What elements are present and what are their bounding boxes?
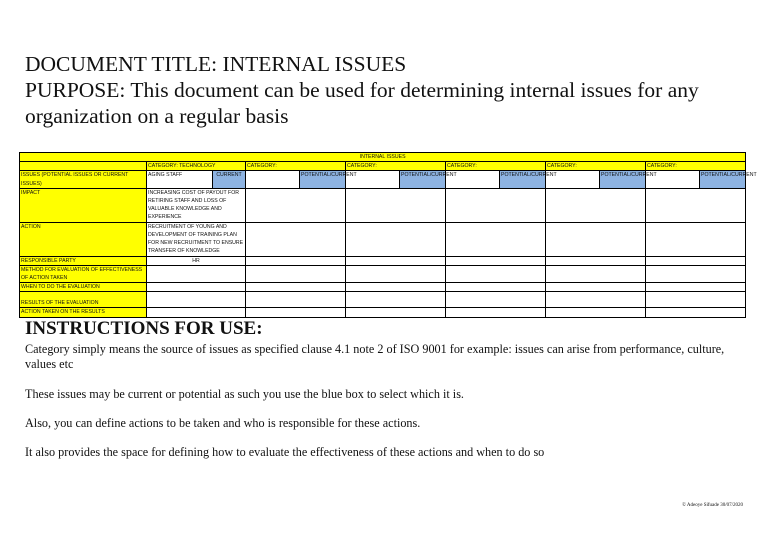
issue-type-selector[interactable]: POTENTIAL/CURRENT [500,171,546,188]
row-label-impact: IMPACT [20,188,147,222]
impact-cell[interactable] [246,188,346,222]
method-cell[interactable] [646,265,746,282]
action-cell[interactable] [246,222,346,256]
impact-cell[interactable] [546,188,646,222]
when-cell[interactable] [246,283,346,292]
copyright-footer: © Adeoye Sifuade 30/07/2020 [682,503,743,508]
corner-cell [20,162,147,171]
row-label-action: ACTION [20,222,147,256]
impact-cell[interactable] [646,188,746,222]
taken-cell[interactable] [446,308,546,317]
category-cell[interactable]: CATEGORY: [346,162,446,171]
category-cell[interactable]: CATEGORY: [246,162,346,171]
taken-cell[interactable] [646,308,746,317]
results-cell[interactable] [346,292,446,308]
impact-cell[interactable] [346,188,446,222]
method-cell[interactable] [246,265,346,282]
purpose-line-1: PURPOSE: This document can be used for determining internal issues for any [25,78,699,102]
action-cell[interactable] [346,222,446,256]
results-cell[interactable] [446,292,546,308]
when-cell[interactable] [446,283,546,292]
row-label-when: WHEN TO DO THE EVALUATION [20,283,147,292]
instructions-section [25,318,750,460]
row-label-issues: ISSUES (POTENTIAL ISSUES OR CURRENT ISSUES) [20,171,147,188]
instructions-heading: INSTRUCTIONS FOR USE: [25,318,263,339]
method-cell[interactable] [147,265,246,282]
when-cell[interactable] [546,283,646,292]
results-cell[interactable] [546,292,646,308]
taken-cell[interactable] [246,308,346,317]
results-cell[interactable] [147,292,246,308]
issue-type-selector[interactable]: CURRENT [213,171,246,188]
category-cell[interactable]: CATEGORY: TECHNOLOGY [147,162,246,171]
results-cell[interactable] [246,292,346,308]
issue-type-selector[interactable]: POTENTIAL/CURRENT [300,171,346,188]
table-header: INTERNAL ISSUES [20,153,746,162]
instruction-paragraph: Category simply means the source of issues as specified clause 4.1 note 2 of ISO 9001 for example: issues can arise from performance, culture, values etc [25,342,725,371]
when-cell[interactable] [346,283,446,292]
action-cell[interactable] [546,222,646,256]
category-cell[interactable]: CATEGORY: [446,162,546,171]
issue-type-selector[interactable]: POTENTIAL/CURRENT [700,171,746,188]
row-label-responsible: RESPONSIBLE PARTY [20,256,147,265]
responsible-cell[interactable] [446,256,546,265]
category-cell[interactable]: CATEGORY: [646,162,746,171]
document-title: DOCUMENT TITLE: INTERNAL ISSUES [25,52,407,76]
row-label-taken: ACTION TAKEN ON THE RESULTS [20,308,147,317]
when-cell[interactable] [646,283,746,292]
taken-cell[interactable] [546,308,646,317]
taken-cell[interactable] [346,308,446,317]
instruction-paragraph: It also provides the space for defining how to evaluate the effectiveness of these actions and when to do so [25,445,545,459]
method-cell[interactable] [546,265,646,282]
results-cell[interactable] [646,292,746,308]
method-cell[interactable] [346,265,446,282]
category-cell[interactable]: CATEGORY: [546,162,646,171]
issue-cell[interactable]: AGING STAFF [147,171,213,188]
taken-cell[interactable] [147,308,246,317]
instruction-paragraph: Also, you can define actions to be taken and who is responsible for these actions. [25,416,421,430]
row-label-method: METHOD FOR EVALUATION OF EFFECTIVENESS OF ACTION TAKEN [20,265,147,282]
action-cell[interactable] [646,222,746,256]
responsible-cell[interactable] [346,256,446,265]
method-cell[interactable] [446,265,546,282]
responsible-cell[interactable]: HR [147,256,246,265]
row-label-results: RESULTS OF THE EVALUATION [20,292,147,308]
internal-issues-table [19,152,757,318]
responsible-cell[interactable] [546,256,646,265]
action-cell[interactable]: RECRUITMENT OF YOUNG AND DEVELOPMENT OF TRAINING PLAN FOR NEW RECRUITMENT TO ENSURE TRANSFER OF KNOWLEDGE [147,222,246,256]
impact-cell[interactable] [446,188,546,222]
issue-type-selector[interactable]: POTENTIAL/CURRENT [400,171,446,188]
issue-cell[interactable] [246,171,300,188]
instruction-paragraph: These issues may be current or potential as such you use the blue box to select which it is. [25,387,464,401]
responsible-cell[interactable] [646,256,746,265]
when-cell[interactable] [147,283,246,292]
impact-cell[interactable]: INCREASING COST OF PAYOUT FOR RETIRING STAFF AND LOSS OF VALUABLE KNOWLEDGE AND EXPERIENCE [147,188,246,222]
action-cell[interactable] [446,222,546,256]
document-title-block [25,51,745,129]
responsible-cell[interactable] [246,256,346,265]
purpose-line-2: organization on a regular basis [25,104,289,128]
issue-type-selector[interactable]: POTENTIAL/CURRENT [600,171,646,188]
